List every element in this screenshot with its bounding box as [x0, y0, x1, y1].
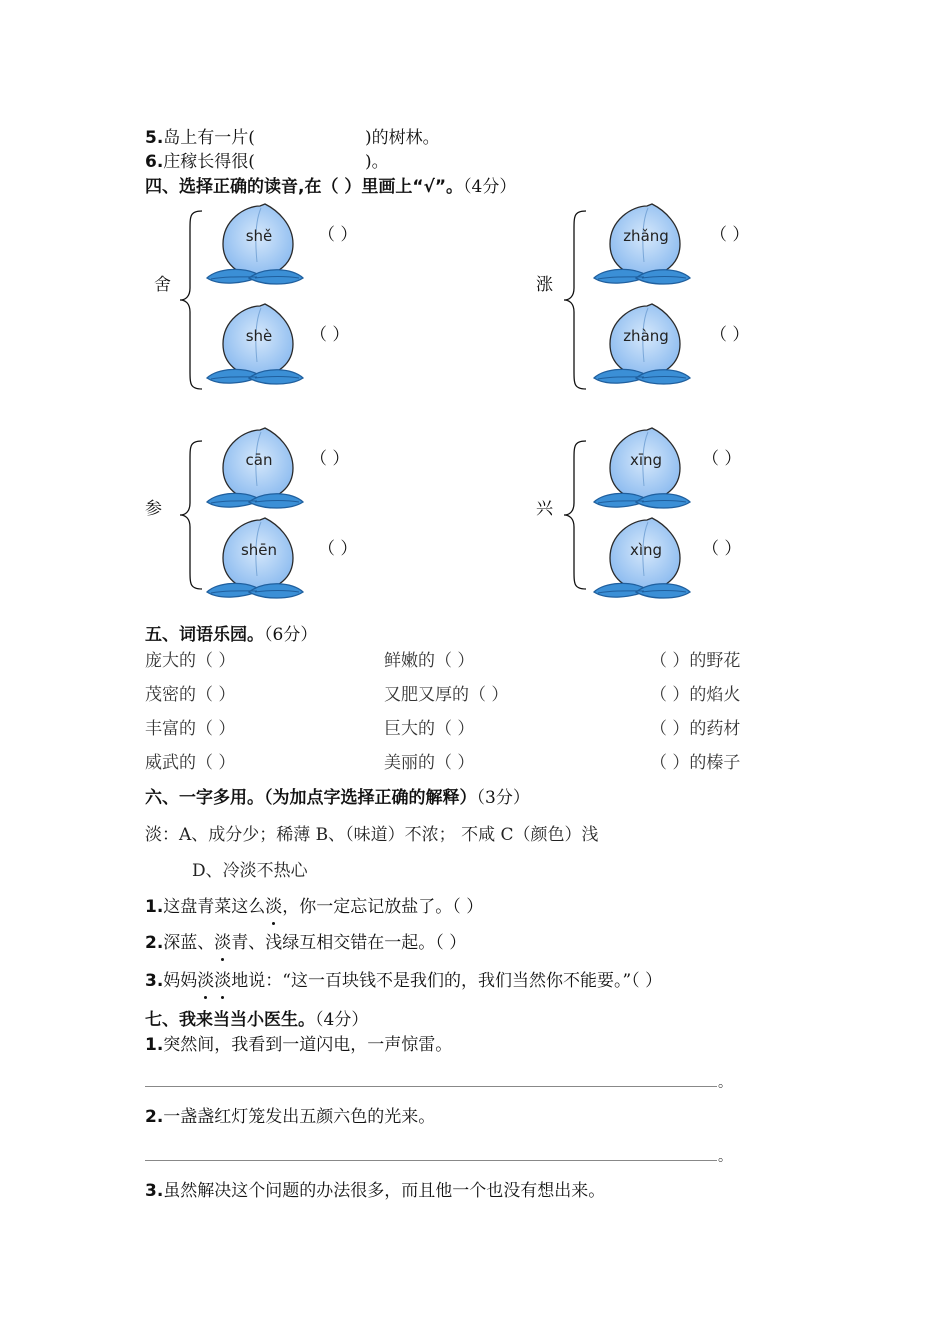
item-tail: )的树林。: [364, 128, 440, 148]
item-number: 6.: [145, 152, 164, 172]
definition-line-2: D、冷淡不热心: [192, 861, 308, 881]
dotted-char: 淡: [265, 897, 283, 917]
item-number: 5.: [145, 128, 164, 148]
pinyin-option: shēn: [240, 541, 278, 559]
peach-card: [205, 426, 305, 512]
peach-icon: [205, 516, 305, 602]
item-number: 2.: [145, 1107, 164, 1127]
word-cell[interactable]: 巨大的（ ）: [384, 719, 475, 739]
section6-title: [145, 787, 530, 809]
correction-item-1: [145, 1034, 452, 1056]
section-heading: 五、词语乐园。: [145, 625, 264, 645]
dotted-char: 淡: [197, 971, 215, 991]
peach-card: [592, 426, 692, 512]
peach-card: [592, 202, 692, 288]
pinyin-option: zhàng: [623, 327, 669, 345]
word-cell[interactable]: 又肥又厚的（ ）: [384, 685, 509, 705]
section7-title: [145, 1009, 368, 1031]
item-6: [145, 151, 389, 173]
word-cell[interactable]: 茂密的（ ）: [145, 685, 236, 705]
pinyin-option: xìng: [629, 541, 663, 559]
dotted-char: 淡: [214, 933, 232, 953]
pinyin-option: zhǎng: [623, 227, 669, 245]
question-text[interactable]: ，你一定忘记放盐了。（ ）: [282, 897, 484, 917]
pinyin-option: shè: [245, 327, 273, 345]
peach-card: [592, 302, 692, 388]
item-number: 3.: [145, 1181, 164, 1201]
question-text[interactable]: 青、浅绿互相交错在一起。（ ）: [231, 933, 467, 953]
question-2: [145, 932, 466, 954]
correction-item-2: [145, 1106, 435, 1128]
question-text: 深蓝、: [163, 933, 215, 953]
peach-icon: [592, 426, 692, 512]
line-end-mark: 。: [718, 1075, 732, 1091]
item-text: 庄稼长得很(: [163, 152, 255, 172]
answer-parentheses[interactable]: （ ）: [710, 325, 750, 345]
peach-card: [205, 302, 305, 388]
peach-card: [205, 202, 305, 288]
section-score: （3分）: [476, 788, 530, 808]
question-text: 妈妈: [163, 971, 198, 991]
word-cell[interactable]: （ ）的药材: [650, 719, 741, 739]
item-tail: )。: [364, 152, 389, 172]
pinyin-option: xīng: [629, 451, 663, 469]
brace-icon: [178, 210, 204, 390]
word-cell[interactable]: （ ）的榛子: [650, 753, 741, 773]
section5-title: [145, 624, 317, 646]
item-text: 岛上有一片(: [163, 128, 255, 148]
line-end-mark: 。: [718, 1149, 732, 1165]
peach-icon: [205, 426, 305, 512]
word-cell[interactable]: 威武的（ ）: [145, 753, 236, 773]
section4-title: [145, 176, 516, 198]
peach-icon: [592, 202, 692, 288]
brace-icon: [562, 210, 588, 390]
question-number: 2.: [145, 933, 164, 953]
question-1: [145, 896, 483, 918]
correction-item-3: [145, 1180, 605, 1202]
group-character: 兴: [536, 499, 553, 519]
section-heading: 七、我来当当小医生。: [145, 1010, 315, 1030]
section-heading: 四、选择正确的读音,在（ ）里画上“√”。: [145, 177, 464, 197]
word-cell[interactable]: （ ）的焰火: [650, 685, 741, 705]
pinyin-option: cān: [245, 451, 273, 469]
brace-icon: [562, 440, 588, 590]
question-text[interactable]: 地说：“这一百块钱不是我们的，我们当然你不能要。”（ ）: [231, 971, 663, 991]
answer-parentheses[interactable]: （ ）: [318, 225, 358, 245]
answer-parentheses[interactable]: （ ）: [702, 449, 742, 469]
definition-line-1: 淡：A、成分少；稀薄 B、（味道）不浓； 不咸 C（颜色）浅: [145, 825, 599, 845]
peach-icon: [205, 202, 305, 288]
section-score: （4分）: [463, 177, 517, 197]
section-score: （4分）: [315, 1010, 369, 1030]
answer-parentheses[interactable]: （ ）: [318, 539, 358, 559]
group-character: 舍: [154, 275, 171, 295]
pinyin-option: shě: [245, 227, 273, 245]
peach-icon: [205, 302, 305, 388]
item-text: 虽然解决这个问题的办法很多，而且他一个也没有想出来。: [163, 1181, 606, 1201]
item-number: 1.: [145, 1035, 164, 1055]
peach-card: [205, 516, 305, 602]
word-cell[interactable]: 丰富的（ ）: [145, 719, 236, 739]
answer-parentheses[interactable]: （ ）: [310, 449, 350, 469]
section-heading: 六、一字多用。（为加点字选择正确的解释）: [145, 788, 477, 808]
dotted-char: 淡: [214, 971, 232, 991]
answer-parentheses[interactable]: （ ）: [310, 325, 350, 345]
section-score: （6分）: [264, 625, 318, 645]
peach-icon: [592, 302, 692, 388]
answer-parentheses[interactable]: （ ）: [702, 539, 742, 559]
brace-icon: [178, 440, 204, 590]
item-5: [145, 127, 440, 149]
group-character: 涨: [536, 275, 553, 295]
answer-line-2[interactable]: [145, 1160, 717, 1161]
peach-card: [592, 516, 692, 602]
answer-parentheses[interactable]: （ ）: [710, 225, 750, 245]
item-text: 一盏盏红灯笼发出五颜六色的光来。: [163, 1107, 436, 1127]
word-cell[interactable]: 鲜嫩的（ ）: [384, 651, 475, 671]
peach-icon: [592, 516, 692, 602]
group-character: 参: [145, 499, 162, 519]
question-3: [145, 970, 662, 992]
answer-line-1[interactable]: [145, 1086, 717, 1087]
question-number: 3.: [145, 971, 164, 991]
item-text: 突然间，我看到一道闪电，一声惊雷。: [163, 1035, 453, 1055]
question-text: 这盘青菜这么: [163, 897, 266, 917]
word-cell[interactable]: 庞大的（ ）: [145, 651, 236, 671]
question-number: 1.: [145, 897, 164, 917]
word-cell[interactable]: （ ）的野花: [650, 651, 741, 671]
word-cell[interactable]: 美丽的（ ）: [384, 753, 475, 773]
